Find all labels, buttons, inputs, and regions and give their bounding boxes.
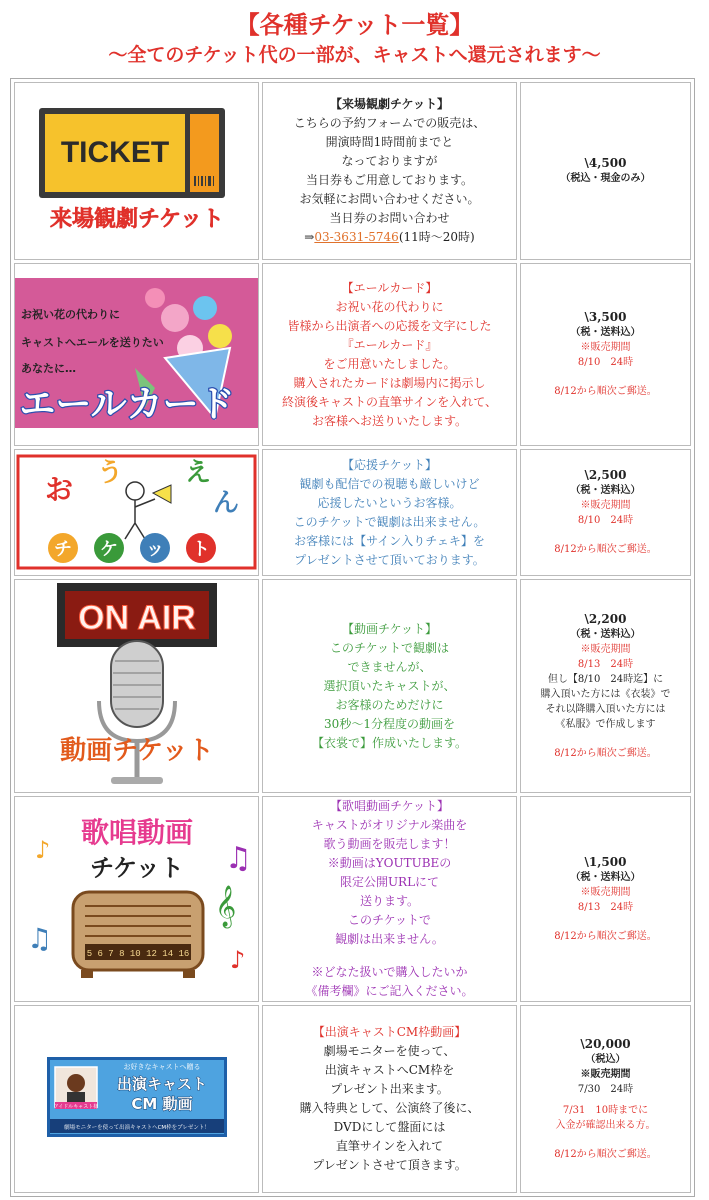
song-caption-line2: チケット [90, 854, 184, 882]
price-value: \2,200 [584, 611, 627, 626]
ticket-row-cm [14, 1005, 691, 1193]
support-caption-char: チ [54, 538, 72, 560]
ticket-description [262, 263, 517, 446]
page-subtitle: 〜全てのチケット代の一部が、キャストへ還元されます〜 [108, 44, 601, 66]
sale-period: 8/13 24時 [577, 658, 634, 670]
ticket-desc-title: 【エールカード】 [341, 280, 438, 295]
support-illustration [15, 451, 258, 571]
price-value: \4,500 [584, 156, 627, 170]
desc-line: 『エールカード』 [341, 337, 438, 352]
support-char: う [97, 457, 124, 488]
ticket-image-cell [14, 796, 259, 1002]
sale-period: 8/10 24時 [577, 357, 634, 368]
price-note: （税込・現金のみ） [560, 173, 651, 184]
ticket-description [262, 82, 517, 260]
desc-line: 選択頂いたキャストが、 [323, 678, 456, 693]
desc-line: お客様へお送りいたします。 [311, 413, 468, 428]
desc-line: お客様のためだけに [335, 697, 444, 712]
deadline-line: 7/31 10時までに [562, 1104, 649, 1116]
extra-line: それ以降購入頂いた方には [545, 703, 666, 715]
on-air-sign: ON AIR [77, 599, 196, 637]
ticket-price-cell [520, 82, 691, 260]
support-char: お [45, 472, 74, 506]
shipping-note: 8/12から順次ご郵送。 [554, 386, 657, 397]
desc-line: プレゼント出来ます。 [330, 1082, 449, 1096]
price-value: \20,000 [580, 1036, 631, 1051]
ticket-desc-title: 【動画チケット】 [342, 621, 437, 636]
yell-caption: エールカード [19, 383, 235, 425]
desc-line: をご用意いたしました。 [323, 356, 456, 371]
music-note-icon: ♪ [35, 836, 51, 864]
ticket-word: TICKET [60, 136, 169, 169]
ticket-desc-title: 【歌唱動画チケット】 [330, 799, 449, 813]
extra-line: 購入頂いた方には《衣装》で [540, 688, 671, 700]
ticket-image-cell [14, 579, 259, 793]
ticket-caption: 来場観劇チケット [49, 207, 224, 232]
desc-line: DVDにして盤面には [333, 1120, 446, 1134]
support-caption-char: ト [192, 538, 210, 560]
price-note: （税・送料込） [570, 327, 641, 338]
desc-line: 歌う動画を販売します！ [323, 837, 456, 851]
ticket-illustration [37, 104, 237, 234]
desc-line: 購入特典として、公演終了後に、 [299, 1101, 480, 1115]
cm-line1: 出演キャスト [116, 1075, 207, 1093]
desc-line: お気軽にお問い合わせください。 [299, 192, 480, 206]
ticket-table [10, 78, 695, 1197]
yell-line2: キャストへエールを送りたい [21, 335, 164, 349]
desc-line: 30秒〜1分程度の動画を [324, 716, 455, 731]
price-note: （税・送料込） [570, 871, 641, 883]
price-value: \3,500 [584, 310, 627, 324]
desc-line: 皆様から出演者への応援を文字にした [287, 318, 492, 333]
video-illustration [37, 581, 237, 787]
desc-line: 直筆サインを入れて [335, 1139, 444, 1153]
sale-period: 8/10 24時 [577, 515, 634, 526]
sale-period: 7/30 24時 [577, 1083, 634, 1095]
ticket-image-cell [14, 263, 259, 446]
ticket-desc-title: 【応援チケット】 [342, 457, 437, 472]
desc-line: こちらの予約フォームでの販売は、 [293, 116, 486, 130]
ticket-price-cell [520, 449, 691, 576]
sale-period-label: ※販売期間 [580, 643, 631, 655]
treble-clef-icon: 𝄞 [215, 886, 237, 927]
desc-line: キャストがオリジナル楽曲を [311, 818, 468, 832]
song-video-illustration [15, 798, 258, 996]
ticket-row-video [14, 579, 691, 793]
sale-period: 8/13 24時 [577, 901, 634, 913]
desc-line: 応援したいというお客様。 [317, 495, 462, 510]
ticket-price-cell [520, 579, 691, 793]
ticket-price-cell [520, 796, 691, 1002]
ticket-desc-title: 【来場観劇チケット】 [330, 97, 449, 111]
cm-top: お好きなキャストへ贈る [123, 1063, 200, 1071]
cm-badge: アイドルキャスト様 [53, 1104, 98, 1110]
desc-line: 観劇は出来ません。 [335, 932, 444, 946]
price-note: （税込） [585, 1053, 626, 1065]
music-note-icon: ♪ [230, 946, 246, 974]
desc-line: なっておりますが [341, 154, 438, 168]
desc-line: 限定公開URLにて [339, 875, 440, 889]
desc-line: このチケットで観劇は出来ません。 [293, 514, 486, 529]
desc-line: 購入されたカードは劇場内に掲示し [293, 375, 486, 390]
sale-period-label: ※販売期間 [580, 886, 631, 898]
desc-line: 当日券もご用意しております。 [305, 173, 474, 187]
contact-line [263, 228, 516, 247]
video-caption: 動画チケット [59, 736, 214, 766]
support-char: ん [213, 487, 240, 518]
ticket-description [262, 449, 517, 576]
shipping-note: 8/12から順次ご郵送。 [554, 930, 657, 942]
desc-line: ※動画はYOUTUBEの [327, 856, 452, 870]
support-char: え [185, 457, 212, 488]
ticket-row-yell-card [14, 263, 691, 446]
desc-line: 劇場モニターを使って、 [323, 1044, 456, 1058]
desc-line: 開演時間1時間前までと [325, 135, 454, 149]
desc-line: 観劇も配信での視聴も厳しいけど [299, 476, 480, 491]
cm-line2: CM 動画 [130, 1095, 193, 1113]
desc-line: このチケットで [348, 913, 431, 927]
price-note: （税・送料込） [570, 628, 641, 640]
desc-line: 当日券のお問い合わせ [329, 211, 450, 225]
desc-line: プレゼントさせて頂いております。 [294, 552, 485, 567]
page-header [0, 0, 709, 68]
price-value: \1,500 [584, 854, 627, 869]
extra-line: 《私服》で作成します [555, 718, 656, 730]
ticket-image-cell [14, 82, 259, 260]
desc-line: 出演キャストへCM枠を [324, 1063, 455, 1077]
yell-line1: お祝い花の代わりに [21, 307, 120, 321]
price-value: \2,500 [584, 468, 627, 482]
music-note-icon: ♫ [225, 841, 252, 876]
sale-period-label: ※販売期間 [580, 500, 631, 511]
shipping-note: 8/12から順次ご郵送。 [554, 544, 657, 555]
deadline-line: 入金が確認出来る方。 [555, 1119, 656, 1131]
sale-period-label: ※販売期間 [580, 1068, 631, 1080]
desc-line: お客様には【サイン入りチェキ】を [294, 533, 485, 548]
yell-line3: あなたに… [21, 361, 76, 375]
ticket-desc-title: 【出演キャストCM枠動画】 [312, 1025, 467, 1039]
support-caption-char: ッ [146, 538, 164, 560]
song-caption-line1: 歌唱動画 [80, 816, 194, 849]
ticket-description [262, 1005, 517, 1193]
yell-card-illustration [15, 278, 258, 428]
price-note: （税・送料込） [570, 485, 641, 496]
cm-bottom: 劇場モニターを使って出演キャストへCM枠をプレゼント！ [63, 1125, 210, 1131]
desc-line: できませんが、 [347, 659, 432, 674]
support-caption-char: ケ [100, 538, 118, 560]
desc-line: お祝い花の代わりに [335, 299, 444, 314]
desc-line: 【衣裳で】作成いたします。 [311, 735, 468, 750]
phone-link[interactable]: 03-3631-5746 [314, 230, 399, 244]
ticket-image-cell [14, 1005, 259, 1193]
ticket-description [262, 579, 517, 793]
ticket-row-support [14, 449, 691, 576]
shipping-note: 8/12から順次ご郵送。 [554, 747, 657, 759]
sale-period-label: ※販売期間 [580, 342, 631, 353]
ticket-price-cell [520, 263, 691, 446]
contact-hours: (11時〜20時) [398, 230, 475, 244]
ticket-row-song-video [14, 796, 691, 1002]
arrow-icon: ⇒ [304, 230, 315, 244]
cm-illustration [47, 1057, 227, 1137]
ticket-row-theater [14, 82, 691, 260]
desc-line: プレゼントさせて頂きます。 [312, 1158, 467, 1172]
radio-dial: 5 6 7 8 10 12 14 16 [86, 949, 190, 959]
ticket-price-cell [520, 1005, 691, 1193]
desc-line: 送ります。 [359, 894, 420, 908]
desc-line: ※どなた扱いで購入したいか [311, 965, 468, 979]
ticket-description [262, 796, 517, 1002]
desc-line: このチケットで観劇は [330, 640, 449, 655]
page-title: 【各種チケット一覧】 [235, 10, 474, 39]
shipping-note: 8/12から順次ご郵送。 [554, 1148, 657, 1160]
desc-line: 《備考欄》にご記入ください。 [305, 984, 474, 998]
desc-line: 終演後キャストの直筆サインを入れて、 [282, 394, 497, 409]
ticket-image-cell [14, 449, 259, 576]
music-note-icon: ♫ [27, 922, 53, 955]
extra-line: 但し【8/10 24時迄】に [547, 673, 664, 685]
